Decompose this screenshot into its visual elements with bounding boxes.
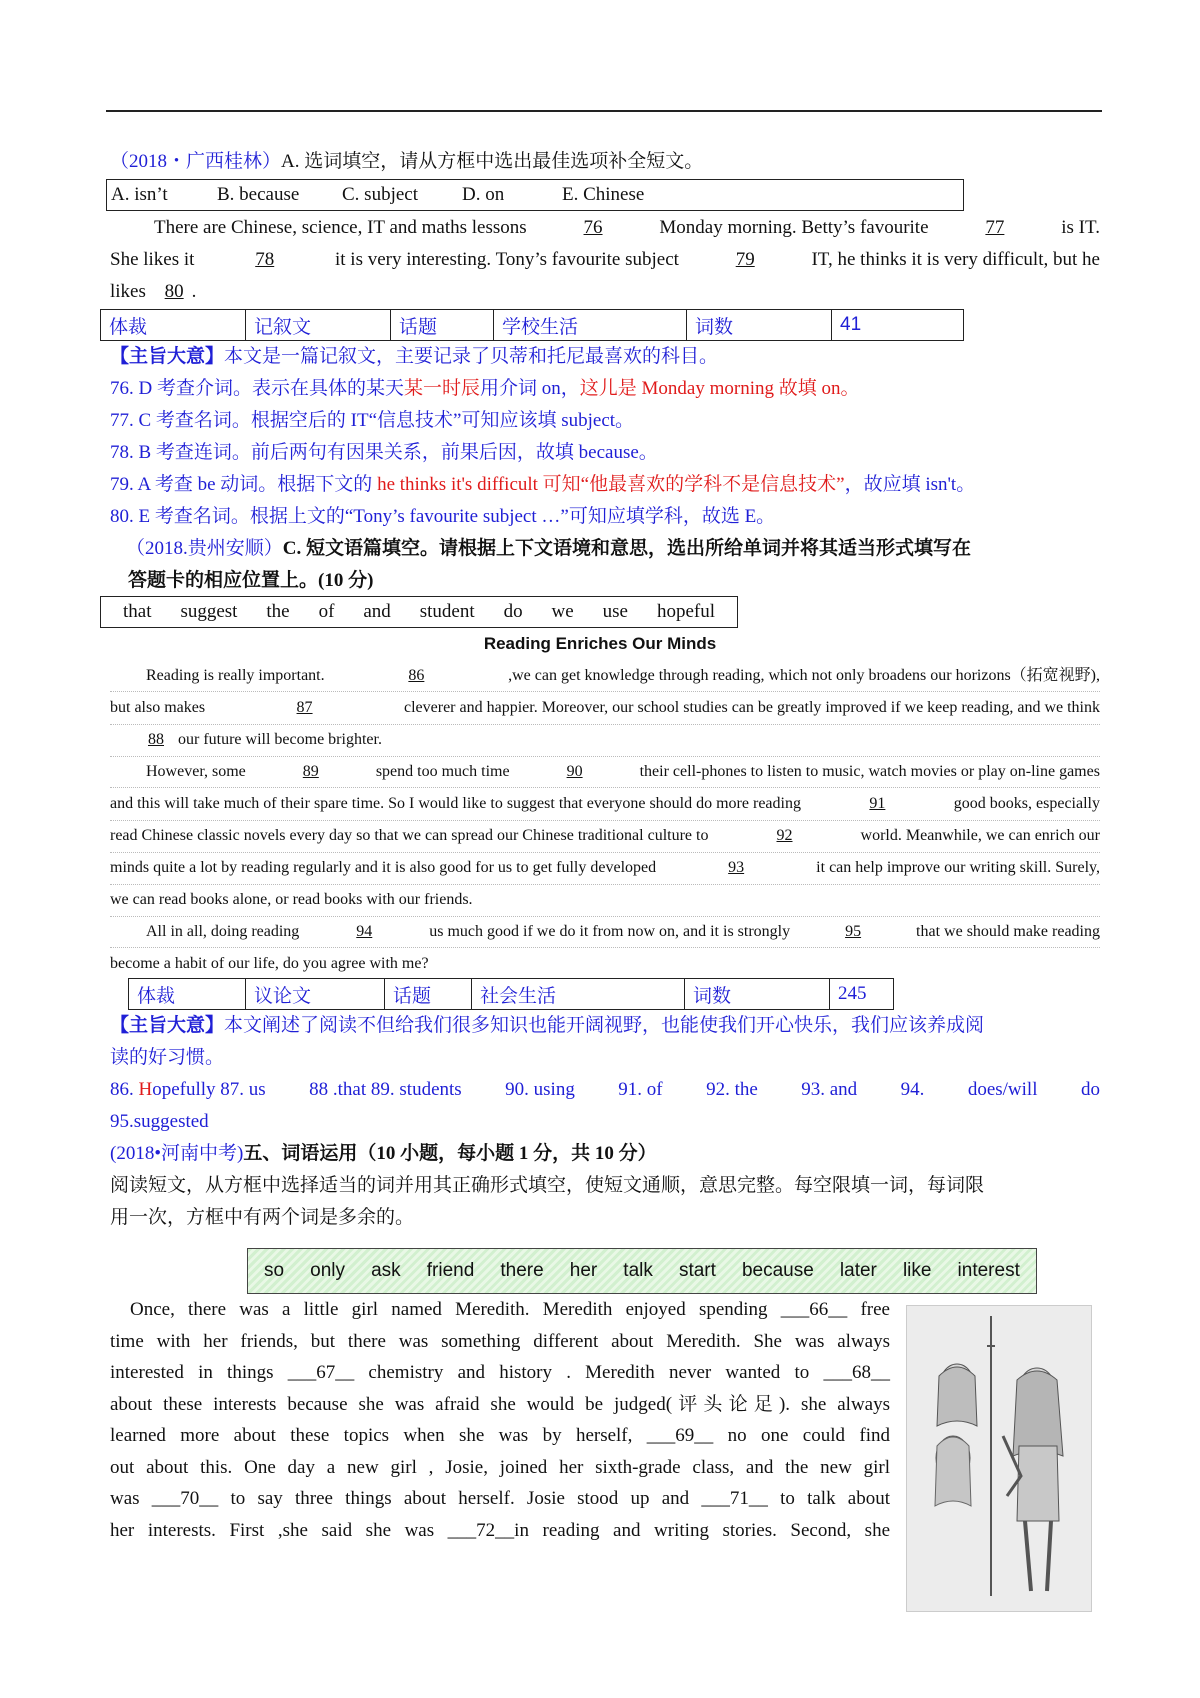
blank-86: 86 [408, 667, 425, 684]
passage-line: was ___70__ to say three things about herself. Josie stood up and ___71__ to talk about [110, 1488, 890, 1509]
q2-summary-2: 读的好习惯。 [110, 1047, 225, 1068]
passage-text: IT, he thinks it is very difficult, but he [811, 249, 1100, 270]
passage-text: Monday morning. Betty’s favourite [659, 217, 929, 238]
passage-text: our future will become brighter. [178, 731, 382, 748]
info-cell: 学校生活 [494, 310, 687, 341]
q3-word-box [247, 1248, 1037, 1294]
q3-passage [110, 1294, 890, 1546]
q3-source: (2018•河南中考) [110, 1143, 244, 1164]
q2-line-4 [110, 756, 1100, 788]
blank-90: 90 [566, 763, 583, 780]
passage-line: out about this. One day a new girl , Josie, joined her sixth-grade class, and the new girl [110, 1456, 890, 1478]
info-cell: 议论文 [246, 979, 385, 1010]
q1-heading [110, 146, 1100, 178]
q3-instruction: 阅读短文，从方框中选择适当的词并用其正确形式填空，使短文通顺，意思完整。每空限填一词，每词限 [110, 1175, 985, 1196]
q1-summary [110, 341, 1100, 373]
summary-text: 本文是一篇记叙文，主要记录了贝蒂和托尼最喜欢的科目。 [224, 346, 719, 367]
q1-passage-line-1 [110, 212, 1100, 244]
passage-text: we can read books alone, or read books with our friends. [110, 891, 473, 908]
summary-tag: 【主旨大意】 [110, 1015, 225, 1036]
passage-text: She likes it [110, 249, 195, 270]
passage-text: However, some [146, 763, 246, 780]
answer-text: 76. D 考查介词。表示在具体的某天 [110, 378, 404, 399]
q1-option: A. isn’t [111, 184, 168, 205]
blank-79: 79 [735, 249, 755, 270]
answer-text: 用介词 on， [480, 378, 580, 399]
blank-76: 76 [583, 217, 603, 238]
q2-heading [126, 533, 1116, 565]
passage-text: good books, especially [953, 795, 1100, 812]
info-cell: 245 [830, 979, 894, 1010]
header-rule [106, 110, 1102, 112]
q2-line-9 [110, 916, 1100, 948]
q3-option: because [741, 1260, 814, 1281]
answer-78: 78. B 考查连词。前后两句有因果关系，前果后因，故填 because。 [110, 442, 658, 463]
info-cell: 词数 [685, 979, 830, 1010]
q3-option: later [839, 1260, 877, 1281]
q1-option: B. because [217, 184, 300, 205]
q2-instruction-2: 答题卡的相应位置上。(10 分) [128, 570, 374, 591]
q3-option: start [678, 1260, 716, 1281]
answer-76 [110, 373, 1100, 405]
q3-title: 五、词语运用（10 小题，每小题 1 分，共 10 分） [243, 1143, 657, 1164]
q2-line-5 [110, 788, 1100, 821]
passage-text: ,we can get knowledge through reading, which not only broadens our horizons（拓宽视野), [508, 667, 1100, 684]
q3-option: only [310, 1260, 346, 1281]
blank-93: 93 [728, 859, 745, 876]
passage-text: spend too much time [375, 763, 510, 780]
passage-text: is IT. [1061, 217, 1100, 238]
info-cell: 社会生活 [472, 979, 685, 1010]
passage-text: it is very interesting. Tony’s favourite subject [334, 249, 679, 270]
passage-title: Reading Enriches Our Minds [483, 634, 717, 653]
blank-89: 89 [302, 763, 319, 780]
passage-text: that we should make reading [916, 923, 1100, 940]
q1-options-box [106, 179, 964, 211]
blank-88: 88 [148, 731, 164, 748]
q1-passage-line-3 [110, 276, 1100, 308]
q2-line-10 [110, 948, 1100, 980]
summary-tag: 【主旨大意】 [110, 346, 225, 367]
q1-source: （2018・广西桂林） [110, 151, 282, 172]
q2-option: suggest [180, 601, 238, 622]
answer-text: 某一时辰 [403, 378, 480, 399]
answer-text: 这儿是 Monday morning 故填 on。 [579, 378, 860, 399]
q2-line-2 [110, 692, 1100, 725]
passage-line: interested in things ___67__ chemistry and history . Meredith never wanted to ___68__ [110, 1362, 890, 1383]
q2-answers-2: 95.suggested [110, 1111, 209, 1132]
passage-text: read Chinese classic novels every day so that we can spread our Chinese traditional culture to [110, 827, 709, 844]
q2-line-8 [110, 884, 1100, 917]
q1-info-table [100, 309, 964, 341]
answer-text: does/will [967, 1079, 1038, 1100]
answer-text: ，故应填 isn't。 [844, 474, 976, 495]
q2-line-3 [110, 724, 1100, 757]
answer-text: 94. [900, 1079, 925, 1100]
passage-text: cleverer and happier. Moreover, our school studies can be greatly improved if we keep reading, and we think [404, 699, 1100, 716]
q2-option: and [363, 601, 391, 622]
passage-text: minds quite a lot by reading regularly and it is also good for us to get fully developed [110, 859, 657, 876]
q3-option: interest [957, 1260, 1020, 1281]
q1-instruction: A. 选词填空，请从方框中选出最佳选项补全短文。 [281, 151, 704, 172]
q1-option: C. subject [342, 184, 418, 205]
q2-option: of [318, 601, 335, 622]
q2-instruction: C. 短文语篇填空。请根据上下文语境和意思，选出所给单词并将其适当形式填写在 [282, 538, 971, 559]
passage-text: There are Chinese, science, IT and maths lessons [154, 217, 527, 238]
q2-option: that [123, 601, 152, 622]
answer-text: 92. the [706, 1079, 758, 1100]
answer-text: 86. [110, 1079, 139, 1100]
passage-text: it can help improve our writing skill. Surely, [816, 859, 1100, 876]
q2-option: use [602, 601, 628, 622]
passage-line: time with her friends, but there was something different about Meredith. She was always [110, 1330, 890, 1352]
q2-line-1 [110, 660, 1100, 692]
blank-92: 92 [776, 827, 793, 844]
answer-text: 88 .that 89. students [309, 1079, 462, 1100]
answer-80: 80. E 考查名词。根据上文的“Tony’s favourite subject …”可知应填学科，故选 E。 [110, 506, 776, 527]
answer-text: opefully 87. us [152, 1079, 266, 1100]
q1-option: D. on [462, 184, 505, 205]
q2-option: we [551, 601, 574, 622]
answer-79 [110, 469, 1100, 501]
q1-passage-line-2 [110, 244, 1100, 276]
info-cell: 话题 [385, 979, 472, 1010]
passage-line: about these interests because she was afraid she would be judged(评头论足). she always [110, 1393, 890, 1415]
q2-options-box [100, 596, 738, 628]
passage-text: likes [110, 281, 146, 302]
q3-instruction-2: 用一次，方框中有两个词是多余的。 [110, 1207, 415, 1228]
q3-option: friend [426, 1260, 475, 1281]
blank-78: 78 [255, 249, 275, 270]
q2-option: do [503, 601, 523, 622]
q2-info-table [128, 978, 894, 1010]
q2-answers [110, 1074, 1100, 1106]
q3-option: there [500, 1260, 544, 1281]
info-cell: 41 [832, 310, 964, 341]
passage-line: learned more about these topics when she was by herself, ___69__ no one could find [110, 1425, 890, 1446]
q2-line-7 [110, 852, 1100, 885]
info-cell: 记叙文 [246, 310, 391, 341]
answer-text: 93. and [801, 1079, 858, 1100]
blank-95: 95 [845, 923, 862, 940]
q3-option: like [902, 1260, 932, 1281]
girls-illustration [906, 1305, 1092, 1612]
answer-text: H [138, 1079, 153, 1100]
answer-text: do [1080, 1079, 1100, 1100]
blank-80: 80 [164, 281, 184, 302]
passage-text: All in all, doing reading [146, 923, 300, 940]
q2-source: （2018.贵州安顺） [126, 538, 283, 559]
passage-text: but also makes [110, 699, 206, 716]
info-cell: 体裁 [101, 310, 246, 341]
q2-option: hopeful [656, 601, 715, 622]
q3-option: talk [623, 1260, 653, 1281]
passage-text: us much good if we do it from now on, and it is strongly [429, 923, 791, 940]
answer-text: he thinks it's difficult 可知“他最喜欢的学科不是信息技术” [377, 474, 845, 495]
q2-option: student [419, 601, 475, 622]
q3-heading [110, 1138, 1100, 1170]
passage-text: and this will take much of their spare time. So I would like to suggest that everyone should do more reading [110, 795, 801, 812]
q2-summary [110, 1010, 1100, 1042]
passage-text: . [191, 281, 197, 302]
blank-77: 77 [985, 217, 1005, 238]
answer-text: 79. A 考查 be 动词。根据下文的 [110, 474, 378, 495]
summary-text: 本文阐述了阅读不但给我们很多知识也能开阔视野，也能使我们开心快乐，我们应该养成阅 [224, 1015, 985, 1036]
passage-text: their cell-phones to listen to music, watch movies or play on-line games [639, 763, 1100, 780]
q3-option: so [264, 1260, 285, 1281]
blank-94: 94 [356, 923, 373, 940]
passage-text: world. Meanwhile, we can enrich our [860, 827, 1100, 844]
q2-option: the [266, 601, 290, 622]
passage-line: her interests. First ,she said she was ___72__in reading and writing stories. Second, she [110, 1519, 890, 1541]
blank-91: 91 [869, 795, 886, 812]
q3-option: her [569, 1260, 598, 1281]
passage-text: become a habit of our life, do you agree with me? [110, 955, 429, 972]
answer-77: 77. C 考查名词。根据空后的 IT“信息技术”可知应该填 subject。 [110, 410, 635, 431]
q1-option: E. Chinese [562, 184, 645, 205]
answer-text: 91. of [618, 1079, 663, 1100]
blank-87: 87 [296, 699, 313, 716]
passage-line: Once, there was a little girl named Meredith. Meredith enjoyed spending ___66__ free [130, 1299, 890, 1320]
q3-option: ask [371, 1260, 401, 1281]
info-cell: 话题 [391, 310, 494, 341]
q2-line-6 [110, 820, 1100, 853]
passage-text: Reading is really important. [146, 667, 325, 684]
info-cell: 体裁 [129, 979, 246, 1010]
answer-text: 90. using [505, 1079, 575, 1100]
info-cell: 词数 [687, 310, 832, 341]
